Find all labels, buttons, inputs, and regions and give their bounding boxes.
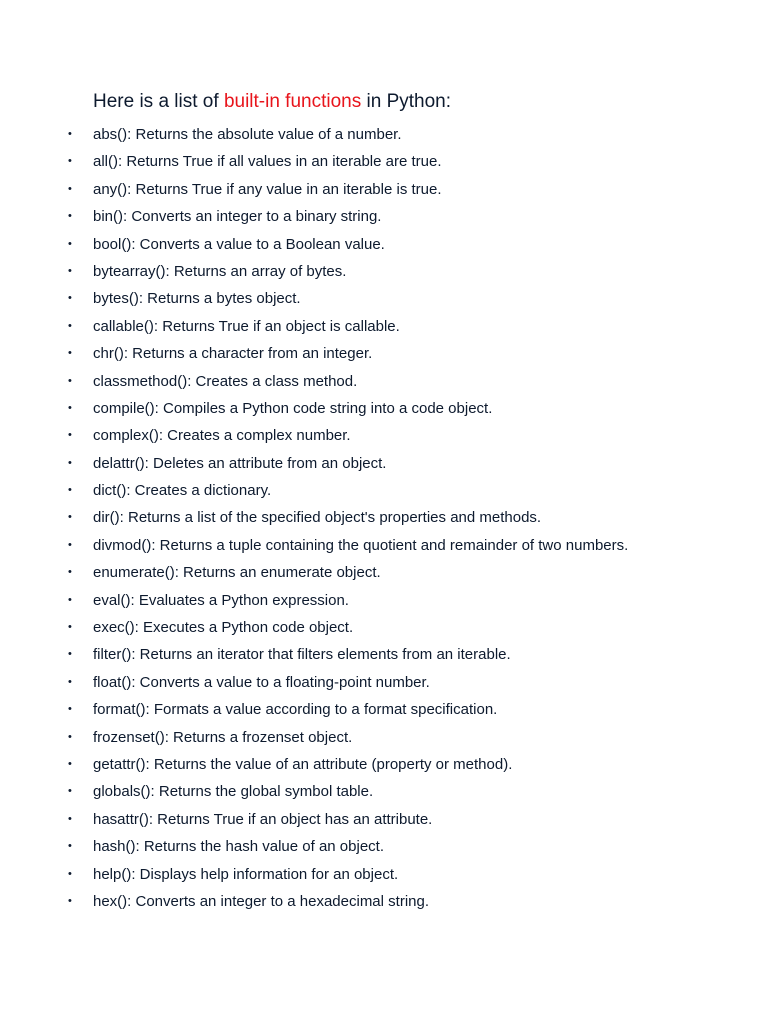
list-item-text: abs(): Returns the absolute value of a number. (93, 126, 402, 143)
list-item-text: divmod(): Returns a tuple containing the quotient and remainder of two numbers. (93, 536, 629, 554)
list-item-text: classmethod(): Creates a class method. (93, 372, 358, 390)
bullet-icon: • (68, 319, 72, 332)
list-item (0, 532, 768, 559)
list-item-text: hash(): Returns the hash value of an object. (93, 838, 385, 856)
bullet-icon: • (68, 374, 72, 387)
bullet-icon: • (68, 840, 72, 853)
bullet-icon: • (68, 155, 72, 168)
bullet-icon: • (68, 675, 72, 688)
list-item-text: globals(): Returns the global symbol table. (93, 783, 374, 801)
list-item-text: float(): Converts a value to a floating-point number. (93, 673, 430, 691)
list-item (0, 258, 768, 285)
bullet-icon: • (68, 210, 72, 223)
list-item-text: getattr(): Returns the value of an attribute (property or method). (93, 755, 513, 773)
bullet-icon: • (68, 347, 72, 360)
list-item (0, 313, 768, 340)
list-item-text: hasattr(): Returns True if an object has an attribute. (93, 810, 433, 828)
list-item (0, 340, 768, 367)
function-list (0, 121, 768, 915)
list-item-text: callable(): Returns True if an object is callable. (93, 317, 400, 335)
list-item (0, 559, 768, 586)
list-item-text: bin(): Converts an integer to a binary string. (93, 208, 382, 226)
bullet-icon: • (68, 730, 72, 743)
list-item (0, 614, 768, 641)
list-item-text: chr(): Returns a character from an integer. (93, 345, 373, 363)
bullet-icon: • (68, 237, 72, 250)
bullet-icon: • (68, 593, 72, 606)
list-item-text: frozenset(): Returns a frozenset object. (93, 728, 353, 746)
list-item (0, 833, 768, 860)
bullet-icon: • (68, 182, 72, 195)
bullet-icon: • (68, 456, 72, 469)
bullet-icon: • (68, 128, 72, 140)
list-item-text: exec(): Executes a Python code object. (93, 619, 354, 637)
list-item-text: hex(): Converts an integer to a hexadecimal string. (93, 892, 429, 910)
bullet-icon: • (68, 621, 72, 634)
heading-highlight: built-in functions (223, 91, 362, 112)
list-item-text: bool(): Converts a value to a Boolean value. (93, 235, 385, 253)
list-item (0, 806, 768, 833)
list-item (0, 450, 768, 477)
list-item-text: dir(): Returns a list of the specified object's properties and methods. (93, 509, 542, 527)
list-item-text: help(): Displays help information for an object. (93, 865, 399, 883)
list-item-text: delattr(): Deletes an attribute from an object. (93, 454, 387, 472)
list-item-text: any(): Returns True if any value in an iterable is true. (93, 180, 442, 198)
list-item (0, 696, 768, 723)
bullet-icon: • (68, 867, 72, 880)
list-item (0, 395, 768, 422)
bullet-icon: • (68, 703, 72, 716)
list-item (0, 148, 768, 175)
bullet-icon: • (68, 757, 72, 770)
list-item (0, 422, 768, 449)
list-item-text: dict(): Creates a dictionary. (93, 482, 272, 500)
list-item (0, 176, 768, 203)
list-item-text: eval(): Evaluates a Python expression. (93, 591, 349, 609)
list-item (0, 203, 768, 230)
list-item (0, 641, 768, 668)
list-item-text: compile(): Compiles a Python code string into a code object. (93, 399, 493, 417)
list-item-text: bytes(): Returns a bytes object. (93, 290, 301, 308)
bullet-icon: • (68, 785, 72, 798)
list-item (0, 121, 768, 148)
list-item (0, 778, 768, 805)
list-item-text: filter(): Returns an iterator that filters elements from an iterable. (93, 646, 511, 664)
list-item (0, 231, 768, 258)
page-heading (93, 90, 451, 114)
bullet-icon: • (68, 894, 72, 907)
heading-prefix: Here is a list of (93, 91, 224, 112)
heading-suffix: in Python: (361, 91, 452, 112)
bullet-icon: • (68, 812, 72, 825)
bullet-icon: • (68, 566, 72, 579)
bullet-icon: • (68, 429, 72, 442)
list-item-text: format(): Formats a value according to a format specification. (93, 701, 498, 719)
list-item (0, 888, 768, 915)
bullet-icon: • (68, 648, 72, 661)
bullet-icon: • (68, 484, 72, 497)
list-item-text: all(): Returns True if all values in an iterable are true. (93, 153, 442, 171)
list-item-text: complex(): Creates a complex number. (93, 427, 351, 445)
list-item (0, 285, 768, 312)
list-item (0, 861, 768, 888)
bullet-icon: • (68, 264, 72, 277)
list-item (0, 368, 768, 395)
list-item-text: enumerate(): Returns an enumerate object. (93, 564, 381, 582)
list-item (0, 504, 768, 531)
list-item-text: bytearray(): Returns an array of bytes. (93, 262, 347, 280)
bullet-icon: • (68, 292, 72, 305)
list-item (0, 477, 768, 504)
bullet-icon: • (68, 538, 72, 551)
list-item (0, 751, 768, 778)
list-item (0, 587, 768, 614)
list-item (0, 669, 768, 696)
bullet-icon: • (68, 401, 72, 414)
list-item (0, 724, 768, 751)
bullet-icon: • (68, 511, 72, 524)
